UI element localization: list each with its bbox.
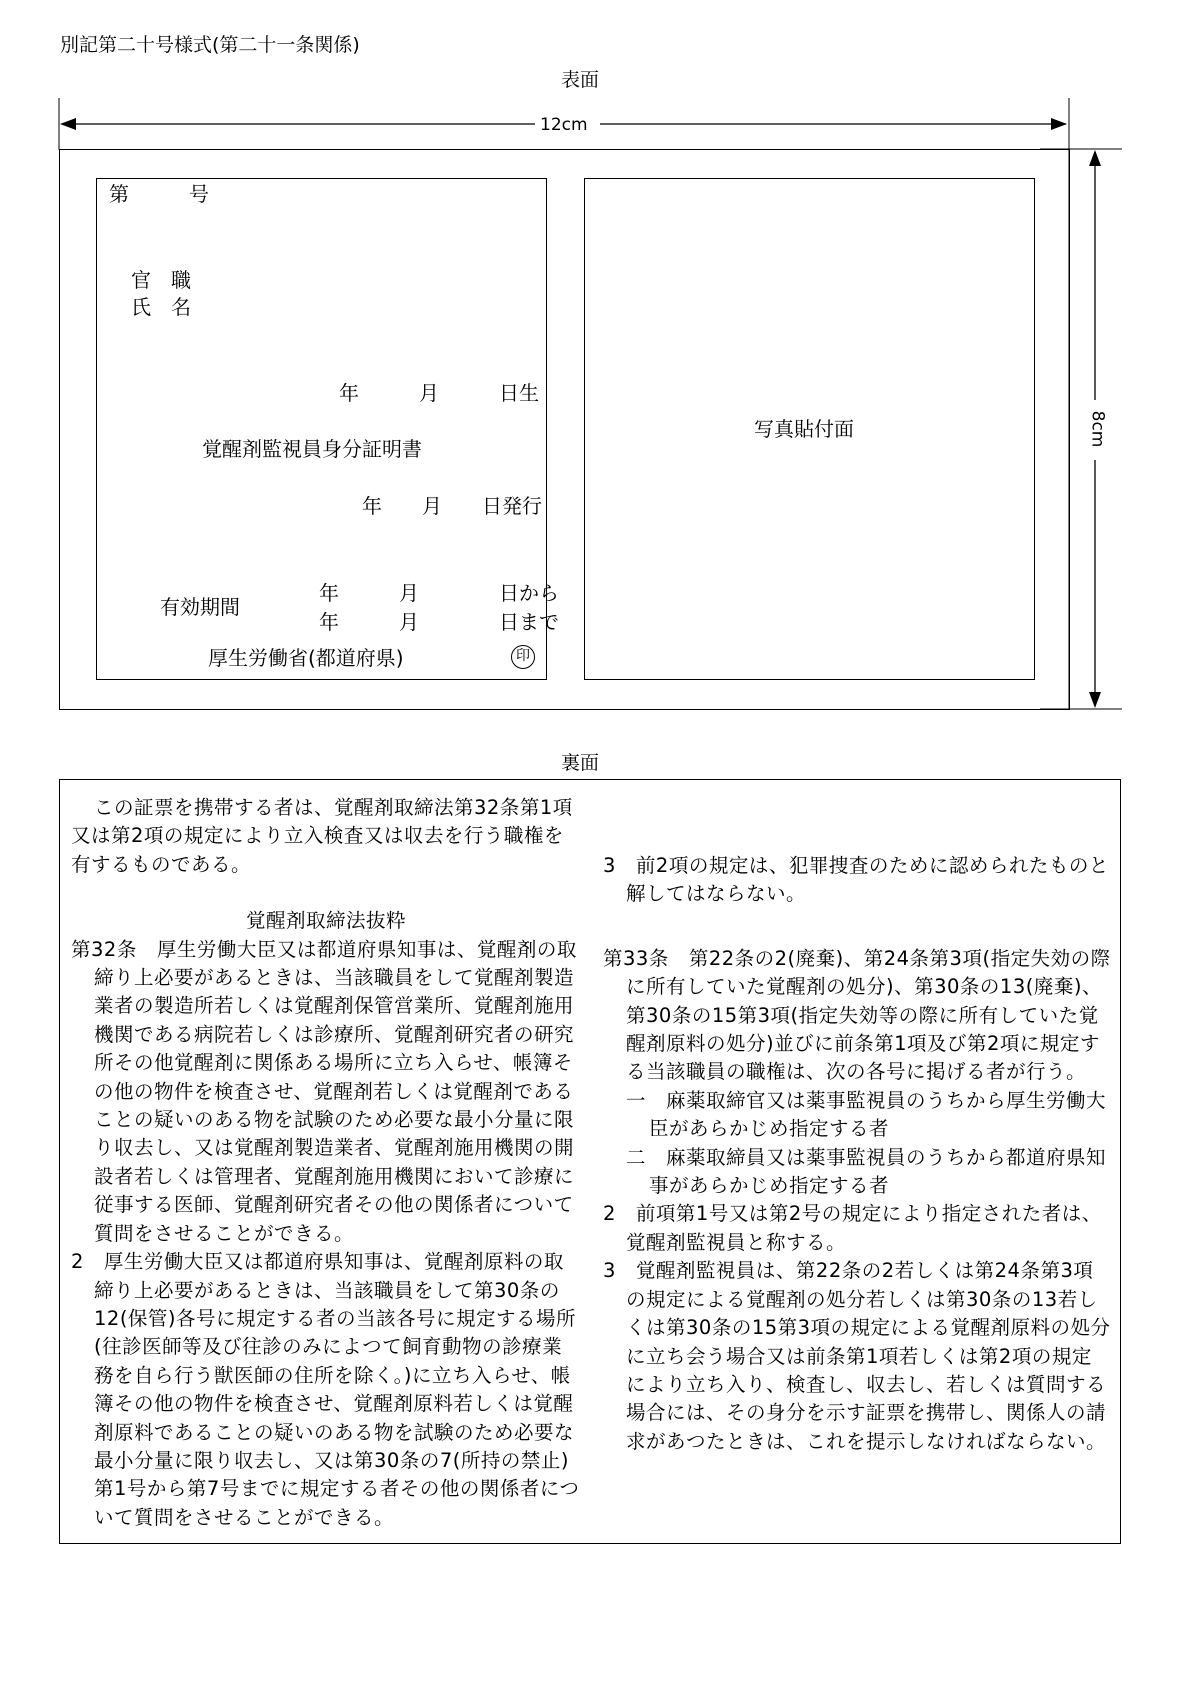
article-33-paragraph-1: 第33条 第22条の2(廃棄)、第24条第3項(指定失効の際に所有していた覚醒剤の処分)、第30条の13(廃棄)、第30条の15第3項(指定失効等の際に所有していた覚醒剤原料の処分)並びに前条第1項及び第2項に規定する当該職員の職権は、次の各号に掲げる者が行う。 [603,946,1111,1084]
article-33-item-1: 一 麻薬取締官又は薬事監視員のうちから厚生労働大臣があらかじめ指定する者 [626,1088,1107,1141]
back-right-column [603,794,1111,1456]
number-label: 第 号 [109,182,209,206]
excerpt-title: 覚醒剤取締法抜粋 [245,909,406,933]
photo-label: 写真貼付面 [754,417,854,441]
title-label: 官 職 [131,268,191,292]
intro-paragraph: この証票を携帯する者は、覚醒剤取締法第32条第1項又は第2項の規定により立入検査又は収去を行う職権を有するものである。 [71,796,573,876]
certificate-title: 覚醒剤監視員身分証明書 [202,437,422,461]
seal-stamp: 印 [511,645,535,669]
form-title: 別記第二十号様式(第二十一条関係) [60,34,360,56]
back-left-column [71,794,581,1532]
article-32-paragraph-1: 第32条 厚生労働大臣又は都道府県知事は、覚醒剤の取締り上必要があるときは、当該職員をして覚醒剤製造業者の製造所若しくは覚醒剤保管営業所、覚醒剤施用機関である病院若しくは診療所、覚醒剤研究者の研究所その他覚醒剤に関係ある場所に立ち入らせ、帳簿その他の物件を検査させ、覚醒剤若しくは覚醒剤であることの疑いのある物を試験のため必要な最小分量に限り収去し、又は覚醒剤製造業者、覚醒剤施用機関の開設者若しくは管理者、覚醒剤施用機関において診療に従事する医師、覚醒剤研究者その他の関係者について質問をさせることができる。 [71,937,577,1245]
article-33-item-2: 二 麻薬取締員又は薬事監視員のうちから都道府県知事があらかじめ指定する者 [626,1145,1107,1198]
front-label: 表面 [561,69,600,91]
birth-date: 年 月 日生 [339,381,539,405]
article-33-paragraph-2: 2 前項第1号又は第2号の規定により指定された者は、覚醒剤監視員と称する。 [603,1202,1102,1254]
width-dimension: 12cm [540,115,588,135]
article-32-paragraph-3: 3 前2項の規定は、犯罪捜査のために認められたものと解してはならない。 [603,854,1109,906]
article-32-paragraph-2: 2 厚生労働大臣又は都道府県知事は、覚醒剤原料の取締り上必要があるときは、当該職員をして第30条の12(保管)各号に規定する者の当該各号に規定する場所(往診医師等及び往診のみによつて飼育動物の診療業務を自ら行う獣医師の住所を除く。)に立ち入らせ、帳簿その他の物件を検査させ、覚醒剤原料若しくは覚醒剤原料であることの疑いのある物を試験のため必要な最小分量に限り収去し、又は第30条の7(所持の禁止)第1号から第7号までに規定する者その他の関係者について質問をさせることができる。 [71,1250,580,1529]
validity-label: 有効期間 [160,595,240,619]
article-33-paragraph-3: 3 覚醒剤監視員は、第22条の2若しくは第24条第3項の規定による覚醒剤の処分若しくは第30条の13若しくは第30条の15第3項の規定による覚醒剤原料の処分に立ち会う場合又は前条第1項若しくは第2項の規定により立ち入り、検査し、収去し、若しくは質問する場合には、その身分を示す証票を携帯し、関係人の請求があつたときは、これを提示しなければならない。 [603,1259,1111,1453]
validity-from: 年 月 日から [319,581,559,605]
validity-to: 年 月 日まで [319,610,559,634]
name-label: 氏 名 [131,295,191,319]
back-label: 裏面 [561,752,600,774]
height-dimension: 8cm [1087,410,1108,448]
issue-date: 年 月 日発行 [362,494,542,518]
issuer: 厚生労働省(都道府県) [208,646,404,670]
